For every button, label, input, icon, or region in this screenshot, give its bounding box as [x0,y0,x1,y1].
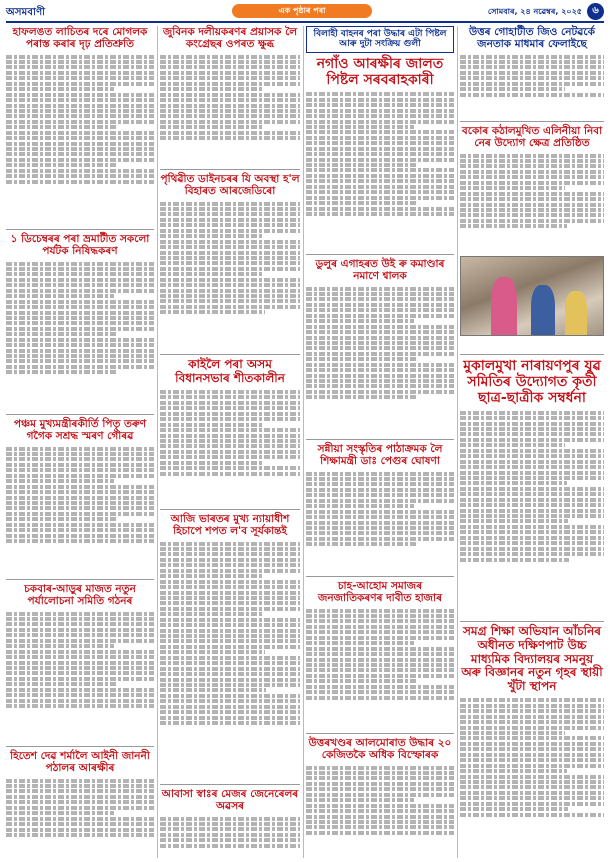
article-body-text [306,764,454,854]
news-article [306,258,454,436]
news-article [160,26,300,166]
article-body-text [6,260,154,410]
article-divider [160,784,300,785]
article-divider [306,733,454,734]
article-body-text [306,607,454,729]
article-body-text [160,200,300,350]
newspaper-page [6,4,604,858]
article-kicker: বিলাহী বাহনৰ পৰা উদ্ধাৰ এটা পিষ্টল আৰু দুটা সংক্ৰিয় গুলী [306,26,454,53]
article-body-text [306,285,454,435]
news-article [6,233,154,411]
page-header [6,4,604,20]
article-divider [160,509,300,510]
article-divider [6,414,154,415]
news-article [306,737,454,858]
article-body-text [6,53,154,223]
article-headline: উত্তৰ গোহাটীত জিও নেটৱৰ্কে জনতাক মাধমাৰ ফেলাইছে [468,26,595,51]
news-article [6,418,154,576]
article-body-text [160,540,300,778]
article-divider [306,576,454,577]
article-body-text [306,91,454,251]
column-rule [157,26,158,858]
news-article [160,173,300,351]
article-headline: আবাসা স্বাঃৰ মেজৰ জেনেৰেলৰ অৱসৰ [161,788,299,813]
article-body-text [160,53,300,168]
article-divider [160,169,300,170]
article-divider [6,579,154,580]
column-rule [457,26,458,858]
article-body-text [6,445,154,573]
person-figure [565,291,587,335]
section-label: এক পৃষ্ঠাৰ পৰা [232,4,372,18]
article-body-text [160,815,300,860]
header-rule [6,21,604,23]
article-headline: মুকালমুখা নাৰায়ণপুৰ যুৱ সমিতিৰ উদ্যোগত কৃতী ছাত্ৰ-ছাত্ৰীক সম্বৰ্ধনা [463,358,601,407]
news-article [460,358,604,618]
news-article [6,583,154,743]
article-headline: সন্নীয়া সংস্কৃতিৰ পাঠাক্ৰমক লৈ শিক্ষামন্ত্ৰী ডাঃ পেগুৰ ঘোষণা [317,443,443,468]
news-article [160,788,300,858]
article-body-text [460,53,604,115]
article-headline: চকবাৰ-আড়ুৰ মাজত নতুন পৰ্যালোচনা সমিতি গঠনৰ [24,583,136,608]
article-headline: হিতেশ দেৱ শৰ্মালৈ আইনী জাননী পঠালৰ আৰক্ষীৰ [10,750,150,775]
article-headline: জুবিনক দলীয়কৰণৰ প্ৰয়াসক লৈ কংগ্ৰেছৰ ওপৰত ক্ষুব্ধ [162,26,298,51]
article-headline: চাহ-আহোম সমাজৰ জনজাতিকৰণৰ দাবীত হাজাৰ [317,580,442,605]
news-article [6,26,154,226]
news-article [306,443,454,573]
article-body-text [160,389,300,504]
article-divider [6,746,154,747]
article-headline: ১ ডিচেম্বৰৰ পৰা ভ্ৰমাটীত সকলো পৰ্যটক নিষিদ্ধকৰণ [10,233,150,258]
dateline: সোমবাৰ, ২৪ নৱেম্বৰ, ২০২৫ [487,7,582,16]
article-body-text [460,409,604,604]
news-article [160,513,300,781]
article-body-text [460,152,604,252]
news-article [6,750,154,858]
article-body-text [6,610,154,740]
article-divider [460,621,604,622]
news-photo [460,256,604,336]
news-article [460,625,604,858]
article-headline: উত্তৰখণ্ডৰ আলমোৰাত উদ্ধাৰ ২০ কেজিতকৈ অধিক বিস্ফোৰক [308,737,452,762]
article-headline: ডুলুৰ এগাহৰত উই ৰু কমাণ্ডাৰ নমাণে শ্বালক [315,258,445,283]
article-headline: বকোৰ কঠালমুখিত এলিনীয়া নিবা নেৰ উদ্যোগ ক্ষেত্ৰ প্ৰতিষ্ঠিত [461,125,603,150]
person-figure [531,285,555,335]
article-headline: পঞ্চম মুখ্যমন্ত্ৰীৰকীৰ্তি পিতৃ তৰুণ গগৈক সশ্ৰদ্ধ স্মৰণ গৌৰৱ [13,418,147,443]
article-divider [306,254,454,255]
article-body-text [306,470,454,570]
article-headline: সমগ্ৰ শিক্ষা অভিযান আঁচনিৰ অধীনত দক্ষিণপাট উচ্চ মাধ্যমিক বিদ্যালয়ৰ সমনুয় অৰু বিজ্ঞানৰ নতুন গৃহৰ স্থায়ী খুঁটা স্থাপন [461,624,603,694]
article-headline: পৃথিৱীত ডাইনচৰৰ যি অবস্থা হ'ল বিহাৰত আৰজেডিৰো [160,173,300,198]
news-article [460,26,604,118]
news-article [160,358,300,506]
news-article [460,125,604,351]
article-body-text [6,777,154,857]
article-headline: হাফলঙত লাচিতৰ দৰে মোগলক পৰাস্ত কৰাৰ দৃঢ় প্ৰতিশ্ৰুতি [12,26,148,51]
news-article [306,580,454,730]
article-divider [6,229,154,230]
person-figure [491,277,517,335]
page-number: ৬ [587,3,604,20]
article-divider [460,354,604,355]
article-divider [160,354,300,355]
article-body-text [460,697,604,852]
masthead: অসমবাণী [6,7,46,18]
column-rule [303,26,304,858]
article-headline: নগাঁও আৰক্ষীৰ জালত পিষ্টল সৰবৰাহকাৰী [316,55,444,88]
article-divider [306,439,454,440]
news-article [306,26,454,251]
article-divider [460,121,604,122]
article-headline: আজি ভাৰতৰ মুখ্য ন্যায়াধীশ হিচাপে শপত ল'ব সূৰ্যকান্তই [170,513,290,538]
article-headline: কাইলৈ পৰা অসম বিধানসভাৰ শীতকালীন [175,357,285,385]
